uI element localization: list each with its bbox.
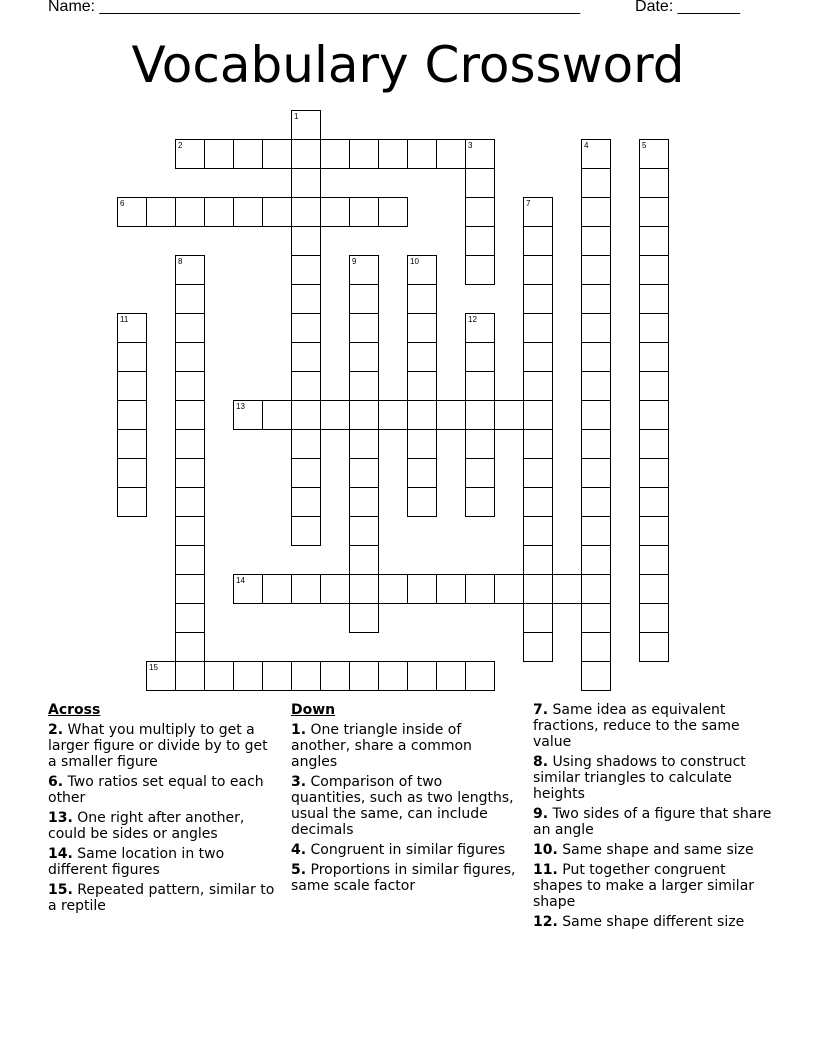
grid-cell[interactable] [349,545,379,575]
grid-cell[interactable] [523,545,553,575]
clue-number: 10. [533,842,558,858]
grid-cell[interactable] [117,487,147,517]
clue-number-label: 4 [584,141,589,150]
grid-cell[interactable] [291,255,321,285]
grid-cell[interactable] [291,400,321,430]
grid-cell[interactable] [436,574,466,604]
grid-cell[interactable] [291,574,321,604]
clue-text: One right after another, could be sides or angles [48,810,245,842]
grid-cell[interactable] [407,313,437,343]
clue-text: Repeated pattern, similar to a reptile [48,882,275,914]
grid-cell[interactable] [639,545,669,575]
grid-cell[interactable] [581,197,611,227]
clue-number: 3. [291,774,307,790]
grid-cell[interactable] [378,661,408,691]
clue-number-label: 15 [149,663,158,672]
clue-text: Same shape and same size [557,842,754,858]
clue-number-label: 14 [236,576,245,585]
clue-item [291,842,519,858]
grid-cell[interactable] [349,574,379,604]
grid-cell[interactable] [639,168,669,198]
grid-cell[interactable] [639,284,669,314]
down-heading: Down [291,702,336,718]
grid-cell[interactable] [639,313,669,343]
clue-number-label: 11 [120,315,129,324]
grid-cell[interactable] [291,516,321,546]
grid-cell[interactable] [320,197,350,227]
grid-cell[interactable] [465,458,495,488]
grid-cell[interactable] [349,458,379,488]
clue-number: 12. [533,914,558,930]
grid-cell[interactable] [581,661,611,691]
clue-number: 7. [533,702,549,718]
grid-cell[interactable] [204,197,234,227]
grid-cell[interactable] [494,574,524,604]
clue-text: Using shadows to construct similar triangles to calculate heights [533,754,746,802]
clue-number-label: 6 [120,199,125,208]
clue-number: 4. [291,842,307,858]
grid-cell[interactable] [581,516,611,546]
grid-cell[interactable] [175,284,205,314]
clue-item [48,882,276,914]
grid-cell[interactable] [639,429,669,459]
date-line: Date: _______ [635,0,740,15]
grid-cell[interactable] [552,574,582,604]
grid-cell[interactable] [581,487,611,517]
grid-cell[interactable] [407,400,437,430]
grid-cell[interactable] [291,487,321,517]
grid-cell[interactable] [320,139,350,169]
grid-cell[interactable] [523,284,553,314]
grid-cell[interactable] [581,400,611,430]
grid-cell[interactable] [407,342,437,372]
clue-number: 11. [533,862,558,878]
clue-number: 8. [533,754,549,770]
clue-number-label: 8 [178,257,183,266]
grid-cell[interactable] [117,429,147,459]
grid-cell[interactable] [320,400,350,430]
grid-cell[interactable] [639,458,669,488]
clue-number-label: 10 [410,257,419,266]
grid-cell[interactable] [117,342,147,372]
grid-cell[interactable] [233,139,263,169]
grid-cell[interactable] [639,603,669,633]
grid-cell[interactable] [465,342,495,372]
grid-cell[interactable] [523,400,553,430]
grid-cell[interactable] [262,661,292,691]
grid-cell[interactable] [407,458,437,488]
grid-cell[interactable] [175,429,205,459]
grid-cell[interactable] [175,516,205,546]
clue-item [533,806,773,838]
grid-cell[interactable] [523,574,553,604]
clue-text: One triangle inside of another, share a common angles [291,722,472,770]
clue-item [533,862,773,910]
clue-item [533,842,773,858]
clue-number-label: 3 [468,141,473,150]
grid-cell[interactable] [175,574,205,604]
clue-text: Same idea as equivalent fractions, reduce to the same value [533,702,740,750]
grid-cell[interactable] [407,284,437,314]
clue-number: 14. [48,846,73,862]
clue-number: 15. [48,882,73,898]
grid-cell[interactable] [436,400,466,430]
clue-number-label: 5 [642,141,647,150]
grid-cell[interactable] [523,313,553,343]
grid-cell[interactable] [175,371,205,401]
grid-cell[interactable] [465,197,495,227]
grid-cell[interactable] [639,574,669,604]
grid-cell[interactable] [407,429,437,459]
grid-cell[interactable] [117,371,147,401]
clue-text: What you multiply to get a larger figure or divide by to get a smaller figure [48,722,268,770]
grid-cell[interactable] [639,632,669,662]
grid-cell[interactable] [581,371,611,401]
grid-cell[interactable] [349,284,379,314]
clue-item [291,722,519,770]
grid-cell[interactable] [581,226,611,256]
grid-cell[interactable] [581,168,611,198]
clue-number-label: 12 [468,315,477,324]
clue-item [291,774,519,838]
grid-cell[interactable] [291,197,321,227]
grid-cell[interactable] [291,139,321,169]
grid-cell[interactable] [639,487,669,517]
grid-cell[interactable] [175,458,205,488]
clue-number: 5. [291,862,307,878]
grid-cell[interactable] [407,487,437,517]
grid-cell[interactable] [320,661,350,691]
grid-cell[interactable] [233,197,263,227]
grid-cell[interactable] [465,168,495,198]
grid-cell[interactable] [523,371,553,401]
grid-cell[interactable] [407,661,437,691]
grid-cell[interactable] [175,313,205,343]
grid-cell[interactable] [262,574,292,604]
clue-text: Put together congruent shapes to make a larger similar shape [533,862,755,910]
grid-cell[interactable] [349,371,379,401]
grid-cell[interactable] [465,400,495,430]
grid-cell[interactable] [291,458,321,488]
grid-cell[interactable] [639,342,669,372]
clue-number: 6. [48,774,64,790]
grid-cell[interactable] [581,545,611,575]
clue-text: Proportions in similar figures, same scale factor [291,862,516,894]
down-clues-continued [533,702,773,934]
grid-cell[interactable] [262,197,292,227]
grid-cell[interactable] [465,487,495,517]
grid-cell[interactable] [465,226,495,256]
grid-cell[interactable] [291,313,321,343]
clue-number-label: 9 [352,257,357,266]
name-line: Name: ______________________________________________________ [48,0,581,15]
grid-cell[interactable] [349,661,379,691]
grid-cell[interactable] [349,197,379,227]
grid-cell[interactable] [407,371,437,401]
grid-cell[interactable] [175,632,205,662]
grid-cell[interactable] [378,139,408,169]
clue-text: Congruent in similar figures [306,842,506,858]
clue-item [48,722,276,770]
clue-item [48,846,276,878]
down-clues [291,702,519,898]
clue-number: 2. [48,722,64,738]
clue-number: 13. [48,810,73,826]
clue-item [48,774,276,806]
grid-cell[interactable] [465,371,495,401]
grid-cell[interactable] [291,371,321,401]
grid-cell[interactable] [175,661,205,691]
grid-cell[interactable] [581,574,611,604]
grid-cell[interactable] [581,429,611,459]
clue-number-label: 7 [526,199,531,208]
grid-cell[interactable] [465,661,495,691]
grid-cell[interactable] [465,574,495,604]
clue-number-label: 13 [236,402,245,411]
grid-cell[interactable] [465,255,495,285]
clue-number: 9. [533,806,549,822]
grid-cell[interactable] [581,632,611,662]
grid-cell[interactable] [291,661,321,691]
clue-text: Comparison of two quantities, such as two lengths, usual the same, can include decimals [291,774,514,838]
clue-item [48,810,276,842]
grid-cell[interactable] [146,197,176,227]
grid-cell[interactable] [204,139,234,169]
grid-cell[interactable] [349,487,379,517]
grid-cell[interactable] [407,139,437,169]
grid-cell[interactable] [639,371,669,401]
grid-cell[interactable] [349,313,379,343]
grid-cell[interactable] [320,574,350,604]
grid-cell[interactable] [291,342,321,372]
grid-cell[interactable] [436,661,466,691]
grid-cell[interactable] [581,342,611,372]
clue-text: Two sides of a figure that share an angle [533,806,772,838]
grid-cell[interactable] [349,603,379,633]
grid-cell[interactable] [581,284,611,314]
clue-number-label: 2 [178,141,183,150]
grid-cell[interactable] [175,197,205,227]
grid-cell[interactable] [349,342,379,372]
grid-cell[interactable] [233,661,263,691]
grid-cell[interactable] [117,400,147,430]
across-heading: Across [48,702,101,718]
grid-cell[interactable] [523,226,553,256]
grid-cell[interactable] [349,429,379,459]
clue-item [533,754,773,802]
grid-cell[interactable] [639,255,669,285]
grid-cell[interactable] [175,487,205,517]
grid-cell[interactable] [349,516,379,546]
grid-cell[interactable] [465,429,495,459]
grid-cell[interactable] [175,342,205,372]
clue-item [533,914,773,930]
grid-cell[interactable] [523,603,553,633]
grid-cell[interactable] [639,226,669,256]
grid-cell[interactable] [117,458,147,488]
clue-item [533,702,773,750]
grid-cell[interactable] [639,400,669,430]
grid-cell[interactable] [291,168,321,198]
grid-cell[interactable] [523,255,553,285]
clue-text: Same shape different size [557,914,745,930]
grid-cell[interactable] [204,661,234,691]
clue-item [291,862,519,894]
clue-number: 1. [291,722,307,738]
grid-cell[interactable] [175,545,205,575]
grid-cell[interactable] [175,400,205,430]
clue-number-label: 1 [294,112,299,121]
grid-cell[interactable] [639,197,669,227]
page-title: Vocabulary Crossword [131,36,685,94]
grid-cell[interactable] [581,255,611,285]
grid-cell[interactable] [436,139,466,169]
grid-cell[interactable] [523,632,553,662]
grid-cell[interactable] [523,516,553,546]
grid-cell[interactable] [581,313,611,343]
grid-cell[interactable] [523,342,553,372]
grid-cell[interactable] [581,458,611,488]
grid-cell[interactable] [523,429,553,459]
grid-cell[interactable] [378,574,408,604]
grid-cell[interactable] [523,487,553,517]
grid-cell[interactable] [581,603,611,633]
grid-cell[interactable] [262,139,292,169]
grid-cell[interactable] [639,516,669,546]
grid-cell[interactable] [291,226,321,256]
clue-text: Two ratios set equal to each other [48,774,264,806]
grid-cell[interactable] [494,400,524,430]
grid-cell[interactable] [349,139,379,169]
grid-cell[interactable] [291,429,321,459]
clue-text: Same location in two different figures [48,846,225,878]
grid-cell[interactable] [378,197,408,227]
grid-cell[interactable] [378,400,408,430]
grid-cell[interactable] [291,284,321,314]
grid-cell[interactable] [349,400,379,430]
grid-cell[interactable] [262,400,292,430]
grid-cell[interactable] [407,574,437,604]
across-clues [48,702,276,918]
grid-cell[interactable] [523,458,553,488]
grid-cell[interactable] [175,603,205,633]
